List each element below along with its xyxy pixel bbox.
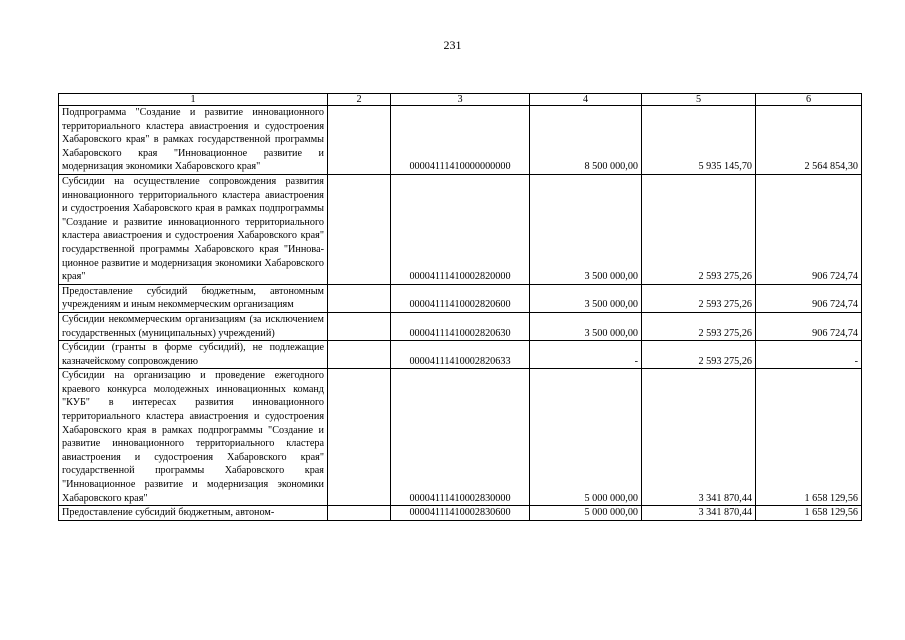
row-plan: 5 000 000,00 (530, 506, 642, 521)
row-plan: - (530, 341, 642, 369)
table-row (59, 312, 862, 340)
row-plan: 5 000 000,00 (530, 369, 642, 506)
row-code: 00004111410002820630 (391, 312, 530, 340)
row-col2 (328, 284, 391, 312)
row-code: 00004111410002830000 (391, 369, 530, 506)
row-name: Предоставление субсидий бюджетным, автоном- (59, 506, 328, 521)
column-header-5: 5 (642, 94, 756, 106)
table-row (59, 106, 862, 175)
table-row (59, 506, 862, 521)
row-col2 (328, 174, 391, 284)
table-row (59, 174, 862, 284)
row-executed: 2 593 275,26 (642, 174, 756, 284)
row-plan: 8 500 000,00 (530, 106, 642, 175)
row-executed: 2 593 275,26 (642, 341, 756, 369)
row-name: Предоставление субсидий бюджетным, автономным учреждениям и иным некоммерческим организациям (59, 284, 328, 312)
row-plan: 3 500 000,00 (530, 174, 642, 284)
row-executed: 2 593 275,26 (642, 284, 756, 312)
row-executed: 2 593 275,26 (642, 312, 756, 340)
row-name: Субсидии на организацию и проведение ежегодного краевого конкурса молодежных инновационных команд "КУБ" в интересах развития инновационного территориального кластера авиастроения и судостроения Хабаровского края в рамках подпрограммы "Создание и развитие инновационного территориального кластера авиастроения и судостроения Хабаровского края" государственной программы Хабаровского края "Инновационное развитие и модернизация экономики Хабаровского края" (59, 369, 328, 506)
row-code: 00004111410002830600 (391, 506, 530, 521)
row-remainder: 1 658 129,56 (756, 369, 862, 506)
table-row (59, 284, 862, 312)
row-col2 (328, 341, 391, 369)
row-code: 00004111410002820000 (391, 174, 530, 284)
row-name: Подпрограмма "Создание и развитие инновационного территориального кластера авиастроения и судостроения Хабаровского края" в рамках государственной программы Хабаровского края "Инновационное развитие и модернизация экономики Хабаровского края" (59, 106, 328, 175)
row-remainder: 2 564 854,30 (756, 106, 862, 175)
row-code: 00004111410002820633 (391, 341, 530, 369)
row-remainder: 906 724,74 (756, 312, 862, 340)
row-col2 (328, 312, 391, 340)
budget-table (58, 93, 862, 521)
row-executed: 3 341 870,44 (642, 369, 756, 506)
column-header-row (59, 94, 862, 106)
page-number: 231 (443, 38, 462, 52)
column-header-3: 3 (391, 94, 530, 106)
row-remainder: 906 724,74 (756, 284, 862, 312)
column-header-6: 6 (756, 94, 862, 106)
row-col2 (328, 369, 391, 506)
row-remainder: - (756, 341, 862, 369)
row-col2 (328, 106, 391, 175)
row-plan: 3 500 000,00 (530, 284, 642, 312)
row-executed: 3 341 870,44 (642, 506, 756, 521)
row-plan: 3 500 000,00 (530, 312, 642, 340)
row-code: 00004111410000000000 (391, 106, 530, 175)
row-executed: 5 935 145,70 (642, 106, 756, 175)
row-name: Субсидии (гранты в форме субсидий), не подлежащие казначейскому сопровождению (59, 341, 328, 369)
column-header-2: 2 (328, 94, 391, 106)
row-name: Субсидии некоммерческим организациям (за исключением государственных (муниципальных) учреждений) (59, 312, 328, 340)
row-remainder: 906 724,74 (756, 174, 862, 284)
row-code: 00004111410002820600 (391, 284, 530, 312)
column-header-4: 4 (530, 94, 642, 106)
column-header-1: 1 (59, 94, 328, 106)
table-row (59, 369, 862, 506)
row-col2 (328, 506, 391, 521)
row-name: Субсидии на осуществление сопровождения развития инновационного территориального кластера авиастроения и судостроения Хабаровского края в рамках подпрограммы "Создание и развитие инновационного территориального кластера авиастроения и судостроения Хабаровского края" государственной программы Хабаровского края "Инновационное развитие и модернизация экономики Хабаровского края" (59, 174, 328, 284)
row-remainder: 1 658 129,56 (756, 506, 862, 521)
table-row (59, 341, 862, 369)
